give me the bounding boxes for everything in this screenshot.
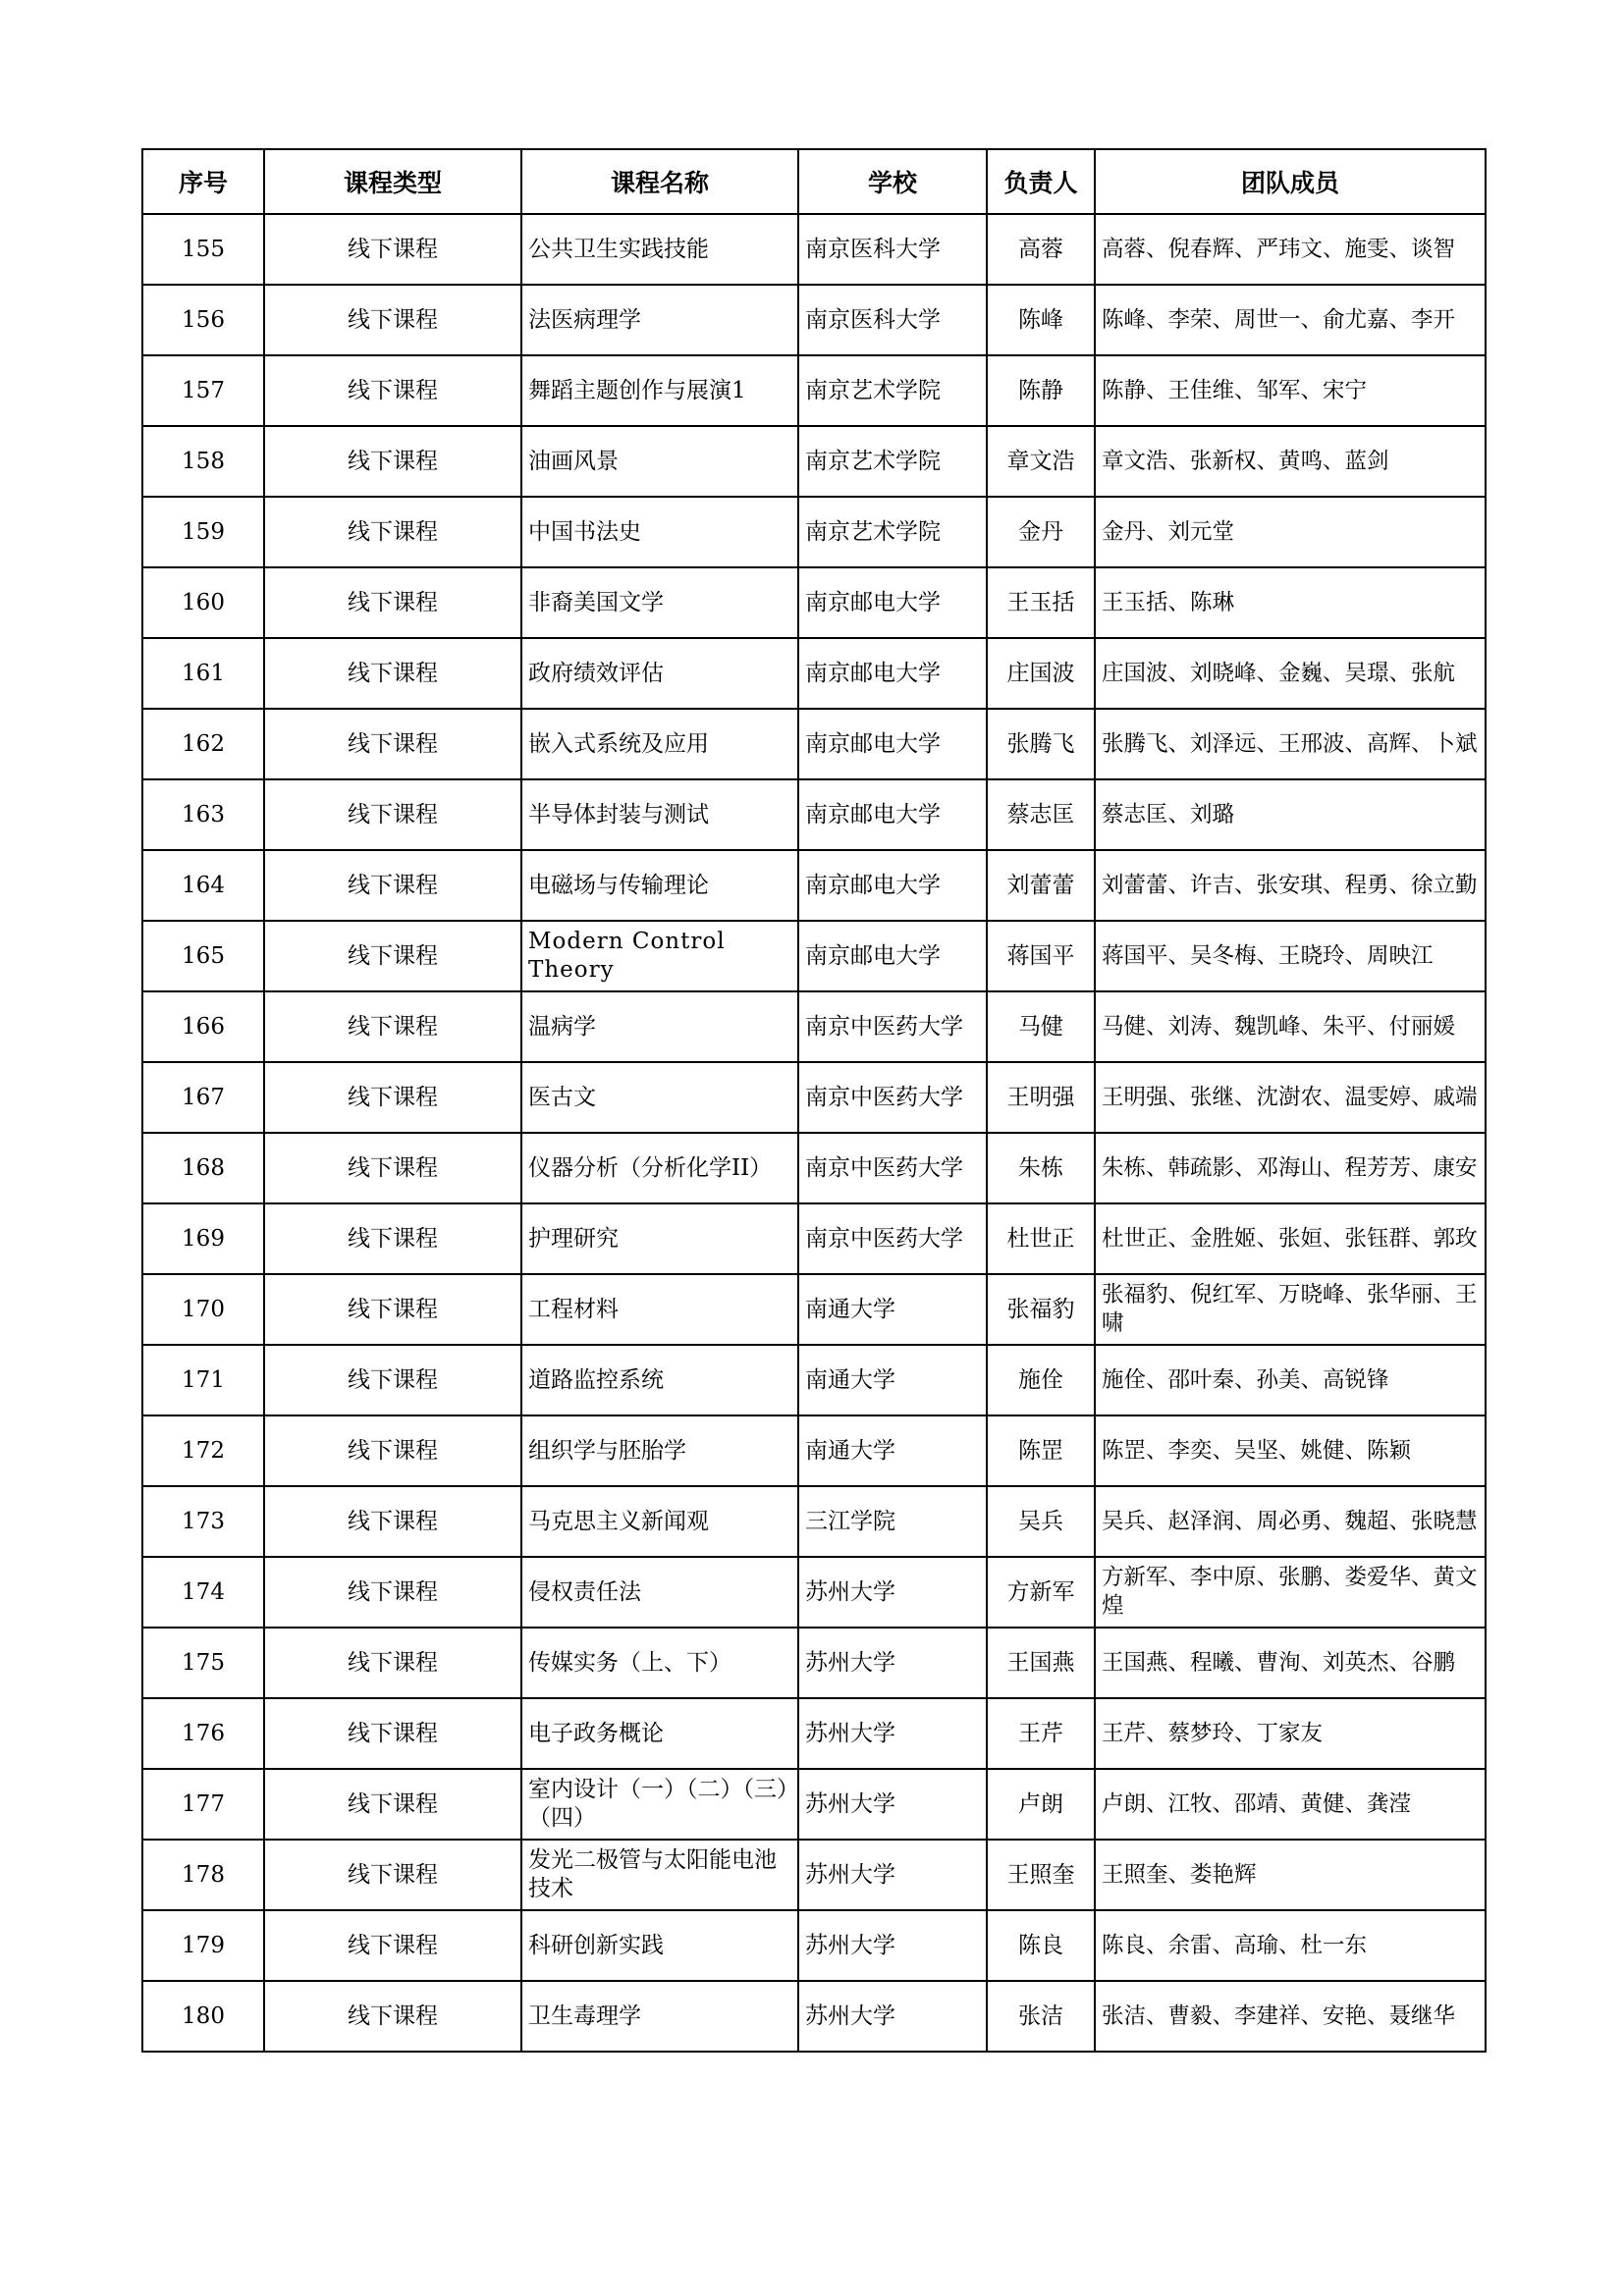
cell-course-name: 法医病理学 [521,285,798,355]
table-row [142,497,1486,567]
cell-course-type: 线下课程 [264,1981,521,2052]
table-row [142,638,1486,709]
cell-course-type: 线下课程 [264,426,521,497]
cell-course-type: 线下课程 [264,1274,521,1345]
cell-course-type: 线下课程 [264,214,521,285]
cell-team-members: 张洁、曹毅、李建祥、安艳、聂继华 [1095,1981,1486,2052]
cell-course-name: 侵权责任法 [521,1557,798,1628]
cell-lead: 王照奎 [987,1840,1095,1910]
cell-team-members: 王玉括、陈琳 [1095,567,1486,638]
cell-course-name: 非裔美国文学 [521,567,798,638]
cell-school: 苏州大学 [798,1628,987,1698]
cell-number: 161 [142,638,264,709]
cell-lead: 蔡志匡 [987,779,1095,850]
header-school: 学校 [798,149,987,214]
cell-number: 175 [142,1628,264,1698]
cell-team-members: 庄国波、刘晓峰、金巍、吴璟、张航 [1095,638,1486,709]
table-row [142,709,1486,779]
cell-lead: 蒋国平 [987,921,1095,991]
cell-team-members: 施佺、邵叶秦、孙美、高锐锋 [1095,1345,1486,1415]
table-row [142,1274,1486,1345]
cell-team-members: 王国燕、程曦、曹洵、刘英杰、谷鹏 [1095,1628,1486,1698]
cell-number: 173 [142,1486,264,1557]
cell-course-type: 线下课程 [264,709,521,779]
cell-course-type: 线下课程 [264,355,521,426]
cell-number: 179 [142,1910,264,1981]
cell-number: 157 [142,355,264,426]
cell-course-name: 仪器分析（分析化学II） [521,1133,798,1203]
cell-course-type: 线下课程 [264,1486,521,1557]
cell-lead: 张福豹 [987,1274,1095,1345]
cell-number: 163 [142,779,264,850]
cell-course-type: 线下课程 [264,567,521,638]
cell-school: 南通大学 [798,1274,987,1345]
cell-course-name: 组织学与胚胎学 [521,1415,798,1486]
table-row [142,1345,1486,1415]
cell-lead: 方新军 [987,1557,1095,1628]
table-row [142,1910,1486,1981]
cell-number: 180 [142,1981,264,2052]
cell-lead: 刘蕾蕾 [987,850,1095,921]
cell-number: 158 [142,426,264,497]
cell-number: 165 [142,921,264,991]
table-row [142,567,1486,638]
table-row [142,991,1486,1062]
cell-number: 166 [142,991,264,1062]
cell-school: 南京邮电大学 [798,850,987,921]
cell-number: 164 [142,850,264,921]
cell-school: 三江学院 [798,1486,987,1557]
cell-course-type: 线下课程 [264,1415,521,1486]
cell-lead: 王芹 [987,1698,1095,1769]
cell-school: 南京邮电大学 [798,567,987,638]
cell-team-members: 方新军、李中原、张鹏、娄爱华、黄文煌 [1095,1557,1486,1628]
cell-school: 南京中医药大学 [798,1133,987,1203]
cell-team-members: 杜世正、金胜姬、张姮、张钰群、郭玫 [1095,1203,1486,1274]
cell-team-members: 蒋国平、吴冬梅、王晓玲、周映江 [1095,921,1486,991]
cell-number: 155 [142,214,264,285]
cell-team-members: 王芹、蔡梦玲、丁家友 [1095,1698,1486,1769]
cell-team-members: 陈良、余雷、高瑜、杜一东 [1095,1910,1486,1981]
cell-lead: 吴兵 [987,1486,1095,1557]
cell-team-members: 张腾飞、刘泽远、王邢波、高辉、卜斌 [1095,709,1486,779]
cell-course-name: 舞蹈主题创作与展演1 [521,355,798,426]
cell-lead: 张洁 [987,1981,1095,2052]
cell-number: 172 [142,1415,264,1486]
cell-lead: 陈静 [987,355,1095,426]
cell-number: 176 [142,1698,264,1769]
cell-course-name: 护理研究 [521,1203,798,1274]
cell-school: 南通大学 [798,1345,987,1415]
cell-course-type: 线下课程 [264,638,521,709]
table-row [142,1698,1486,1769]
cell-course-name: 科研创新实践 [521,1910,798,1981]
cell-course-name: 半导体封装与测试 [521,779,798,850]
cell-team-members: 陈静、王佳维、邹军、宋宁 [1095,355,1486,426]
cell-course-type: 线下课程 [264,1910,521,1981]
cell-school: 南京艺术学院 [798,497,987,567]
cell-team-members: 高蓉、倪春辉、严玮文、施雯、谈智 [1095,214,1486,285]
header-number: 序号 [142,149,264,214]
cell-course-name: 道路监控系统 [521,1345,798,1415]
table-row [142,214,1486,285]
cell-school: 苏州大学 [798,1840,987,1910]
cell-lead: 王国燕 [987,1628,1095,1698]
cell-team-members: 马健、刘涛、魏凯峰、朱平、付丽媛 [1095,991,1486,1062]
cell-course-type: 线下课程 [264,497,521,567]
table-row [142,1133,1486,1203]
cell-course-name: 卫生毒理学 [521,1981,798,2052]
cell-course-name: 马克思主义新闻观 [521,1486,798,1557]
cell-school: 南京邮电大学 [798,779,987,850]
course-table [141,148,1487,2053]
cell-team-members: 陈罡、李奕、吴坚、姚健、陈颖 [1095,1415,1486,1486]
table-row [142,1840,1486,1910]
cell-team-members: 金丹、刘元堂 [1095,497,1486,567]
cell-school: 苏州大学 [798,1910,987,1981]
cell-school: 南京艺术学院 [798,426,987,497]
table-row [142,355,1486,426]
cell-course-name: 电磁场与传输理论 [521,850,798,921]
cell-lead: 金丹 [987,497,1095,567]
header-course-type: 课程类型 [264,149,521,214]
cell-course-type: 线下课程 [264,1557,521,1628]
cell-lead: 王明强 [987,1062,1095,1133]
table-row [142,921,1486,991]
cell-number: 178 [142,1840,264,1910]
cell-number: 156 [142,285,264,355]
cell-lead: 王玉括 [987,567,1095,638]
cell-lead: 马健 [987,991,1095,1062]
cell-course-type: 线下课程 [264,285,521,355]
table-row [142,1981,1486,2052]
cell-team-members: 朱栋、韩疏影、邓海山、程芳芳、康安 [1095,1133,1486,1203]
cell-school: 南京中医药大学 [798,1062,987,1133]
cell-course-type: 线下课程 [264,921,521,991]
cell-lead: 施佺 [987,1345,1095,1415]
cell-number: 170 [142,1274,264,1345]
cell-course-type: 线下课程 [264,1840,521,1910]
cell-school: 南京中医药大学 [798,991,987,1062]
cell-number: 168 [142,1133,264,1203]
cell-course-name: 中国书法史 [521,497,798,567]
cell-course-name: 油画风景 [521,426,798,497]
cell-lead: 陈峰 [987,285,1095,355]
cell-team-members: 卢朗、江牧、邵靖、黄健、龚滢 [1095,1769,1486,1840]
table-row [142,426,1486,497]
cell-lead: 庄国波 [987,638,1095,709]
table-row [142,1415,1486,1486]
cell-number: 159 [142,497,264,567]
table-row [142,1557,1486,1628]
table-row [142,285,1486,355]
header-lead: 负责人 [987,149,1095,214]
cell-team-members: 王明强、张继、沈澍农、温雯婷、戚端 [1095,1062,1486,1133]
cell-team-members: 陈峰、李荣、周世一、俞尤嘉、李开 [1095,285,1486,355]
cell-number: 160 [142,567,264,638]
cell-course-type: 线下课程 [264,1203,521,1274]
cell-course-type: 线下课程 [264,1133,521,1203]
cell-team-members: 刘蕾蕾、许吉、张安琪、程勇、徐立勤 [1095,850,1486,921]
table-row [142,1486,1486,1557]
cell-course-type: 线下课程 [264,1062,521,1133]
cell-course-name: 嵌入式系统及应用 [521,709,798,779]
cell-number: 169 [142,1203,264,1274]
cell-school: 苏州大学 [798,1557,987,1628]
cell-lead: 朱栋 [987,1133,1095,1203]
cell-number: 177 [142,1769,264,1840]
cell-course-name: 传媒实务（上、下） [521,1628,798,1698]
cell-school: 南京邮电大学 [798,921,987,991]
cell-lead: 卢朗 [987,1769,1095,1840]
table-row [142,1062,1486,1133]
cell-lead: 张腾飞 [987,709,1095,779]
cell-course-name: 医古文 [521,1062,798,1133]
cell-course-type: 线下课程 [264,1698,521,1769]
cell-course-name: 发光二极管与太阳能电池技术 [521,1840,798,1910]
cell-course-type: 线下课程 [264,850,521,921]
cell-course-type: 线下课程 [264,1345,521,1415]
cell-school: 苏州大学 [798,1769,987,1840]
cell-school: 苏州大学 [798,1698,987,1769]
cell-team-members: 蔡志匡、刘璐 [1095,779,1486,850]
header-row [142,149,1486,214]
cell-number: 162 [142,709,264,779]
cell-number: 167 [142,1062,264,1133]
cell-team-members: 王照奎、娄艳辉 [1095,1840,1486,1910]
cell-course-name: 室内设计（一）（二）（三）（四） [521,1769,798,1840]
cell-lead: 章文浩 [987,426,1095,497]
cell-course-type: 线下课程 [264,1628,521,1698]
cell-team-members: 张福豹、倪红军、万晓峰、张华丽、王啸 [1095,1274,1486,1345]
cell-course-name: 工程材料 [521,1274,798,1345]
cell-course-type: 线下课程 [264,1769,521,1840]
table-row [142,850,1486,921]
cell-course-name: 公共卫生实践技能 [521,214,798,285]
table-row [142,1628,1486,1698]
table-row [142,779,1486,850]
cell-course-type: 线下课程 [264,779,521,850]
header-team: 团队成员 [1095,149,1486,214]
cell-course-name: Modern Control Theory [521,921,798,991]
cell-team-members: 吴兵、赵泽润、周必勇、魏超、张晓慧 [1095,1486,1486,1557]
cell-lead: 高蓉 [987,214,1095,285]
cell-school: 南京医科大学 [798,214,987,285]
cell-lead: 陈良 [987,1910,1095,1981]
header-course-name: 课程名称 [521,149,798,214]
cell-school: 南京医科大学 [798,285,987,355]
cell-school: 南京邮电大学 [798,709,987,779]
cell-school: 南京中医药大学 [798,1203,987,1274]
cell-lead: 陈罡 [987,1415,1095,1486]
cell-lead: 杜世正 [987,1203,1095,1274]
cell-school: 南通大学 [798,1415,987,1486]
cell-school: 南京艺术学院 [798,355,987,426]
cell-school: 苏州大学 [798,1981,987,2052]
table-row [142,1769,1486,1840]
cell-course-name: 电子政务概论 [521,1698,798,1769]
cell-course-type: 线下课程 [264,991,521,1062]
cell-number: 171 [142,1345,264,1415]
cell-number: 174 [142,1557,264,1628]
cell-course-name: 温病学 [521,991,798,1062]
cell-team-members: 章文浩、张新权、黄鸣、蓝剑 [1095,426,1486,497]
table-row [142,1203,1486,1274]
cell-course-name: 政府绩效评估 [521,638,798,709]
cell-school: 南京邮电大学 [798,638,987,709]
